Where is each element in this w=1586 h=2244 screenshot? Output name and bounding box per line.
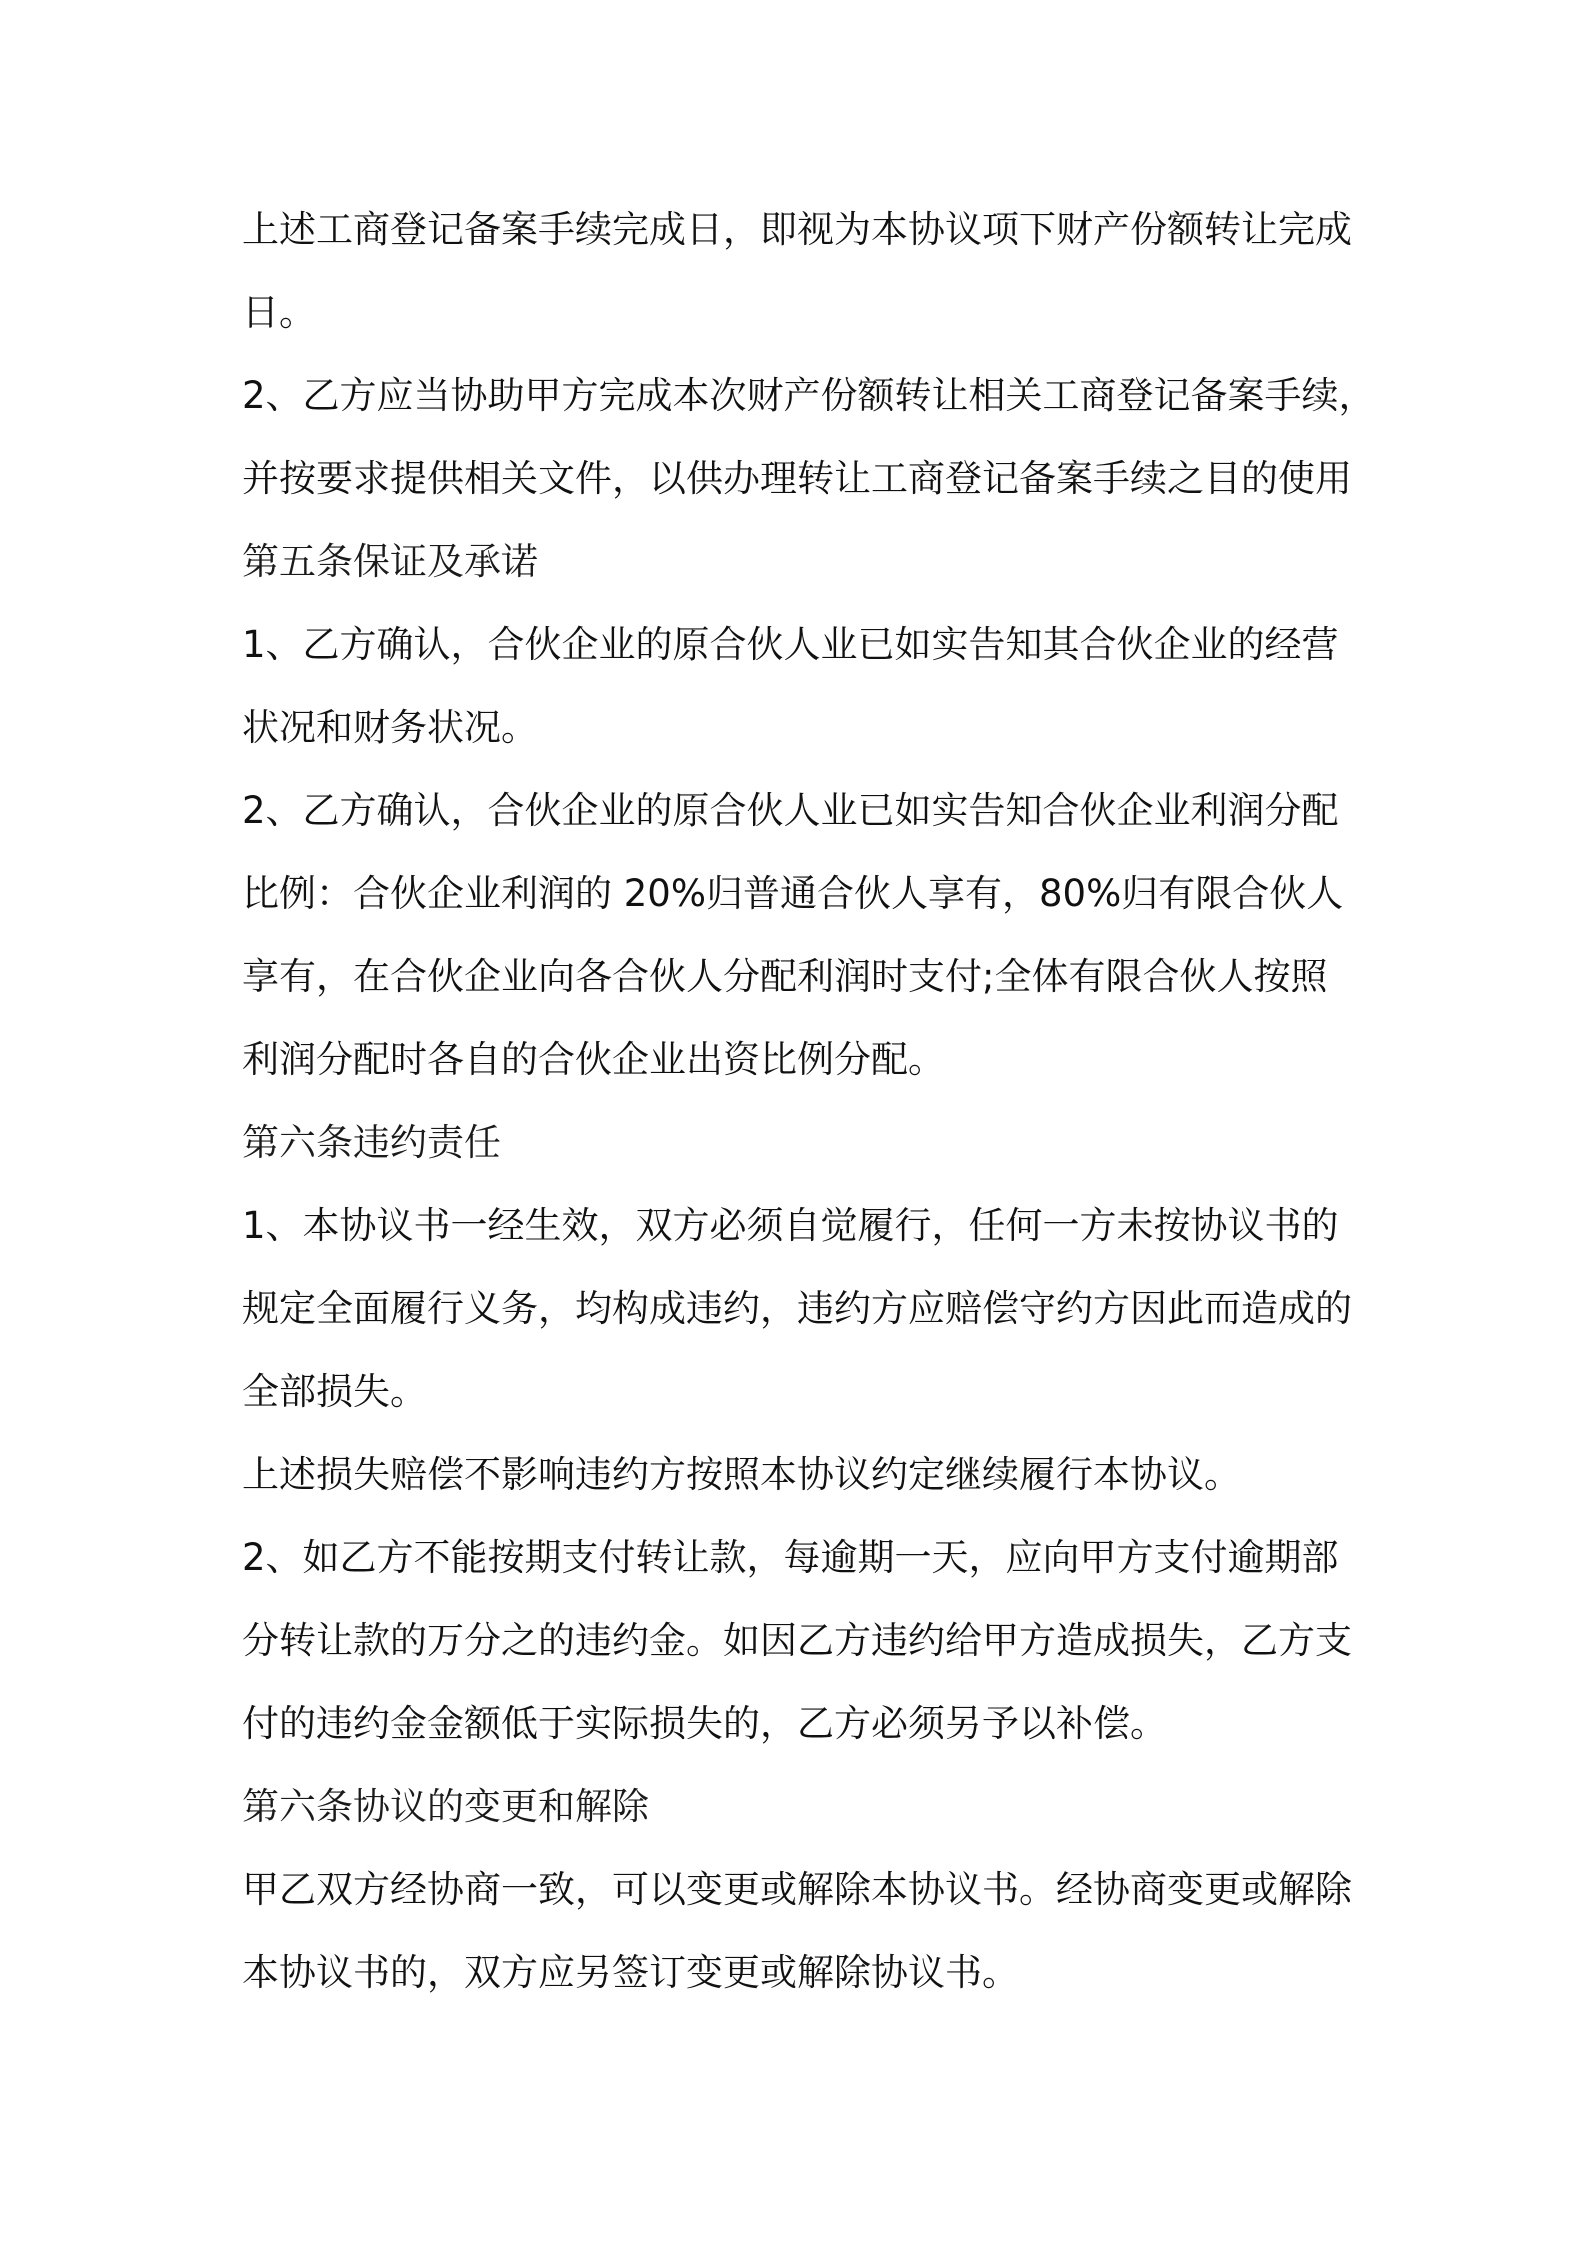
paragraph-line: 2、如乙方不能按期支付转让款，每逾期一天，应向甲方支付逾期部 (242, 1536, 1339, 1579)
paragraph-line: 比例：合伙企业利润的 20%归普通合伙人享有，80%归有限合伙人 (242, 872, 1344, 915)
paragraph-line: 日。 (242, 291, 316, 334)
paragraph-line: 全部损失。 (242, 1370, 427, 1413)
paragraph-line: 付的违约金金额低于实际损失的，乙方必须另予以补偿。 (242, 1702, 1167, 1745)
section-heading: 第六条协议的变更和解除 (242, 1785, 649, 1828)
paragraph-line: 2、乙方应当协助甲方完成本次财产份额转让相关工商登记备案手续， (242, 374, 1376, 417)
section-heading: 第五条保证及承诺 (242, 540, 538, 583)
paragraph-line: 状况和财务状况。 (242, 706, 538, 749)
paragraph-line: 利润分配时各自的合伙企业出资比例分配。 (242, 1038, 945, 1081)
paragraph-line: 2、乙方确认，合伙企业的原合伙人业已如实告知合伙企业利润分配 (242, 789, 1339, 832)
paragraph-line: 1、本协议书一经生效，双方必须自觉履行，任何一方未按协议书的 (242, 1204, 1339, 1247)
paragraph-line: 甲乙双方经协商一致，可以变更或解除本协议书。经协商变更或解除 (242, 1868, 1352, 1911)
paragraph-line: 规定全面履行义务，均构成违约，违约方应赔偿守约方因此而造成的 (242, 1287, 1352, 1330)
paragraph-line: 1、乙方确认，合伙企业的原合伙人业已如实告知其合伙企业的经营 (242, 623, 1339, 666)
paragraph-line: 享有，在合伙企业向各合伙人分配利润时支付;全体有限合伙人按照 (242, 955, 1328, 998)
section-heading: 第六条违约责任 (242, 1121, 501, 1164)
paragraph-line: 上述损失赔偿不影响违约方按照本协议约定继续履行本协议。 (242, 1453, 1241, 1496)
paragraph-line: 并按要求提供相关文件，以供办理转让工商登记备案手续之目的使用 (242, 457, 1352, 500)
paragraph-line: 上述工商登记备案手续完成日，即视为本协议项下财产份额转让完成 (242, 208, 1352, 251)
paragraph-line: 分转让款的万分之的违约金。如因乙方违约给甲方造成损失，乙方支 (242, 1619, 1352, 1662)
paragraph-line: 本协议书的，双方应另签订变更或解除协议书。 (242, 1951, 1019, 1994)
